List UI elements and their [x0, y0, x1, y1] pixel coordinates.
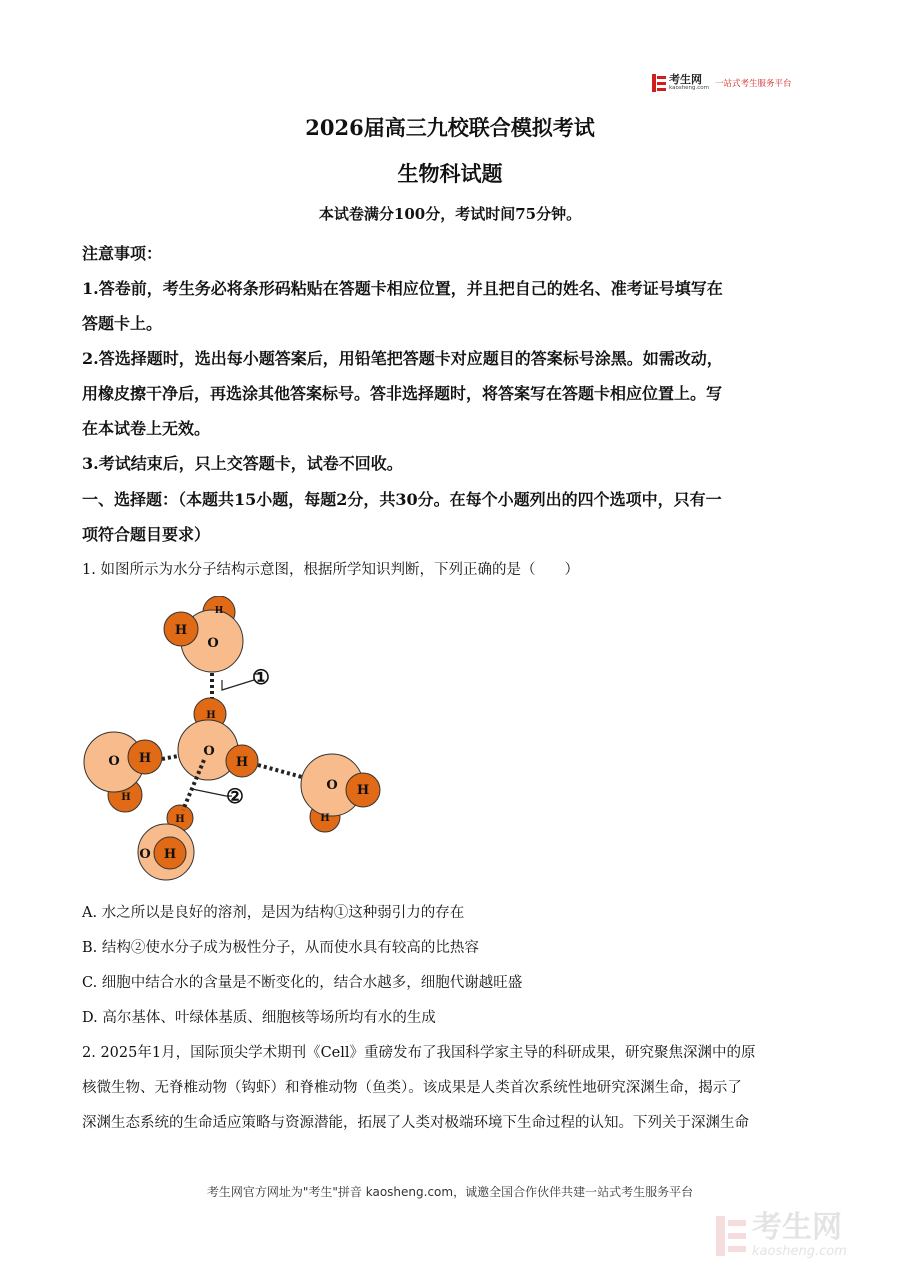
watermark	[716, 1212, 847, 1259]
option-b: B. 结构②使水分子成为极性分子，从而使水具有较高的比热容	[82, 940, 479, 956]
hydrogen-bond	[258, 765, 302, 777]
logo-mark-icon	[652, 74, 666, 92]
water-molecule-diagram	[80, 596, 400, 888]
exam-info: 本试卷满分100分，考试时间75分钟。	[318, 205, 582, 223]
section-heading-cont: 项符合题目要求）	[82, 525, 211, 544]
label-1: ①	[252, 665, 270, 689]
logo-text	[669, 74, 709, 92]
atom-label: O	[139, 847, 151, 862]
notes-line: 在本试卷上无效。	[82, 419, 211, 438]
option-d: D. 高尔基体、叶绿体基质、细胞核等场所均有水的生成	[82, 1010, 436, 1026]
notes-line: 答题卡上。	[82, 314, 163, 333]
label-2: ②	[226, 784, 244, 808]
atom-label: O	[207, 636, 219, 651]
question-2-line: 深渊生态系统的生命适应策略与资源潜能，拓展了人类对极端环境下生命过程的认知。下列关于深渊生命	[82, 1115, 749, 1131]
atom-label: O	[108, 754, 120, 769]
atom-label: H	[356, 783, 370, 798]
atom-label: O	[203, 744, 215, 759]
section-heading: 一、选择题：（本题共15小题，每题2分，共30分。在每个小题列出的四个选项中，只有一	[82, 490, 722, 509]
notes-line: 2.答选择题时，选出每小题答案后，用铅笔把答题卡对应题目的答案标号涂黑。如需改动，	[82, 349, 723, 368]
header-slogan: 一站式考生服务平台	[715, 79, 792, 89]
atom-label: O	[326, 778, 338, 793]
footer-text: 考生网官方网址为"考生"拼音 kaosheng.com，诚邀全国合作伙伴共建一站式考生服务平台	[206, 1185, 694, 1199]
option-a: A. 水之所以是良好的溶剂，是因为结构①这种弱引力的存在	[82, 905, 465, 921]
question-1-stem: 1. 如图所示为水分子结构示意图，根据所学知识判断，下列正确的是（ ）	[82, 562, 579, 578]
atom-label: H	[174, 623, 188, 638]
notes-line: 1.答卷前，考生务必将条形码粘贴在答题卡相应位置，并且把自己的姓名、准考证号填写在	[82, 279, 723, 298]
atom-label: H	[214, 606, 224, 616]
atom-label: H	[121, 792, 131, 803]
logo-domain: kaosheng.com	[669, 85, 710, 91]
subject-title: 生物科试题	[397, 161, 503, 186]
notes-line: 用橡皮擦干净后，再选涂其他答案标号。答非选择题时，将答案写在答题卡相应位置上。写	[82, 384, 723, 403]
watermark-domain: kaosheng.com	[752, 1244, 847, 1259]
option-c: C. 细胞中结合水的含量是不断变化的，结合水越多，细胞代谢越旺盛	[82, 975, 523, 991]
notes-line: 3.考试结束后，只上交答题卡，试卷不回收。	[82, 454, 403, 473]
notes-heading: 注意事项：	[82, 244, 163, 263]
atom-label: H	[235, 755, 249, 770]
hydrogen-bond	[162, 756, 178, 759]
atom-label: H	[163, 847, 177, 862]
atom-label: H	[320, 813, 330, 824]
atom-label: H	[206, 710, 216, 721]
question-2-line: 2. 2025年1月，国际顶尖学术期刊《Cell》重磅发布了我国科学家主导的科研成果，研究聚焦深渊中的原	[82, 1045, 756, 1061]
exam-title: 2026届高三九校联合模拟考试	[305, 115, 595, 140]
atom-label: H	[175, 814, 185, 825]
header-logo	[652, 72, 792, 94]
logo-name: 考生网	[669, 73, 702, 86]
watermark-name: 考生网	[752, 1210, 842, 1245]
atom-label: H	[138, 751, 152, 766]
watermark-mark-icon	[716, 1216, 746, 1256]
question-2-line: 核微生物、无脊椎动物（钩虾）和脊椎动物（鱼类）。该成果是人类首次系统性地研究深渊生命，揭示了	[82, 1080, 742, 1096]
